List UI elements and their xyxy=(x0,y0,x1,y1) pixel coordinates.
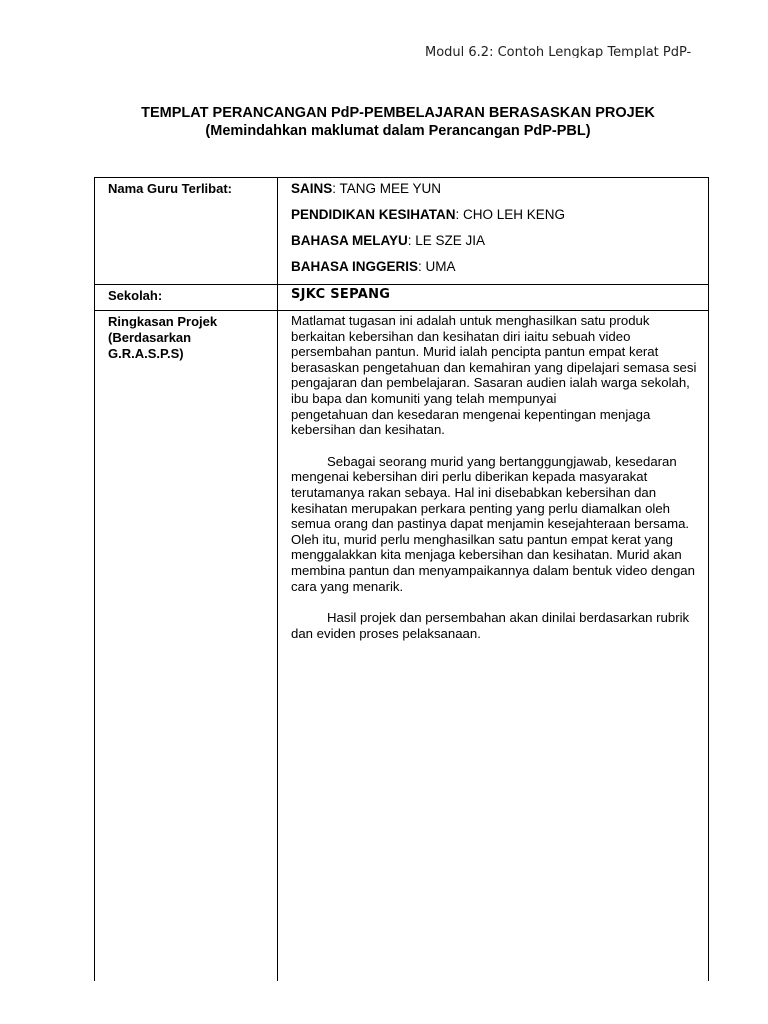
school-row xyxy=(95,285,709,311)
summary-text xyxy=(278,311,709,981)
teacher-name: CHO LEH KENG xyxy=(463,207,566,222)
document-subtitle: (Memindahkan maklumat dalam Perancangan PdP-PBL) xyxy=(205,123,591,139)
summary-paragraph: Hasil projek dan persembahan akan dinilai berdasarkan rubrik dan eviden proses pelaksanaan. xyxy=(291,610,690,641)
teacher-name: LE SZE JIA xyxy=(415,233,486,248)
page-header-note: Modul 6.2: Contoh Lengkap Templat PdP- xyxy=(425,45,692,58)
school-label: Sekolah: xyxy=(95,285,278,311)
teacher-science: SAINS: TANG MEE YUN xyxy=(291,181,442,196)
summary-paragraph: Sebagai seorang murid yang bertanggungjawab, kesedaran mengenai kebersihan diri perlu diberikan kepada masyarakat terutamanya rakan sebaya. Hal ini disebabkan kebersihan dan kesihatan merupakan perkara penting yang perlu diamalkan oleh semua orang dan pastinya dapat menjamin kesejahteraan bersama. Oleh itu, murid perlu menghasilkan satu pantun empat kerat yang menggalakkan kita menjaga kebersihan dan kesihatan. Murid akan membina pantun dan menyampaikannya dalam bentuk video dengan cara yang menarik. xyxy=(291,453,695,594)
planning-form-table xyxy=(94,177,709,981)
teacher-name: TANG MEE YUN xyxy=(339,181,442,196)
summary-label-line: Ringkasan Projek xyxy=(108,314,218,329)
teacher-health-education: PENDIDIKAN KESIHATAN: CHO LEH KENG xyxy=(291,207,566,222)
summary-label-line: G.R.A.S.P.S) xyxy=(108,346,184,361)
subject-label: BAHASA MELAYU xyxy=(291,233,408,248)
subject-label: BAHASA INGGERIS xyxy=(291,259,419,274)
school-value: SJKC SEPANG xyxy=(278,285,709,311)
subject-label: PENDIDIKAN KESIHATAN xyxy=(291,207,456,222)
summary-label-line: (Berdasarkan xyxy=(108,330,192,345)
title-block xyxy=(0,104,768,140)
teachers-cell xyxy=(278,178,709,285)
teacher-english: BAHASA INGGERIS: UMA xyxy=(291,259,456,274)
teacher-malay: BAHASA MELAYU: LE SZE JIA xyxy=(291,233,486,248)
teachers-label: Nama Guru Terlibat: xyxy=(95,178,278,285)
summary-row xyxy=(95,311,709,981)
document-title: TEMPLAT PERANCANGAN PdP-PEMBELAJARAN BERASASKAN PROJEK xyxy=(141,105,655,121)
teachers-row xyxy=(95,178,709,285)
summary-paragraph: Matlamat tugasan ini adalah untuk menghasilkan satu produk berkaitan kebersihan dan kesihatan diri iaitu sebuah video persembahan pantun. Murid ialah pencipta pantun empat kerat berasaskan pengetahuan dan kemahiran yang dipelajari semasa sesi pengajaran dan pembelajaran. Sasaran audien ialah warga sekolah, ibu bapa dan komuniti yang telah mempunyai pengetahuan dan kesedaran mengenai kepentingan menjaga kebersihan dan kesihatan. xyxy=(291,313,697,438)
teacher-name: UMA xyxy=(425,259,456,274)
subject-label: SAINS xyxy=(291,181,333,196)
summary-label xyxy=(95,311,278,981)
